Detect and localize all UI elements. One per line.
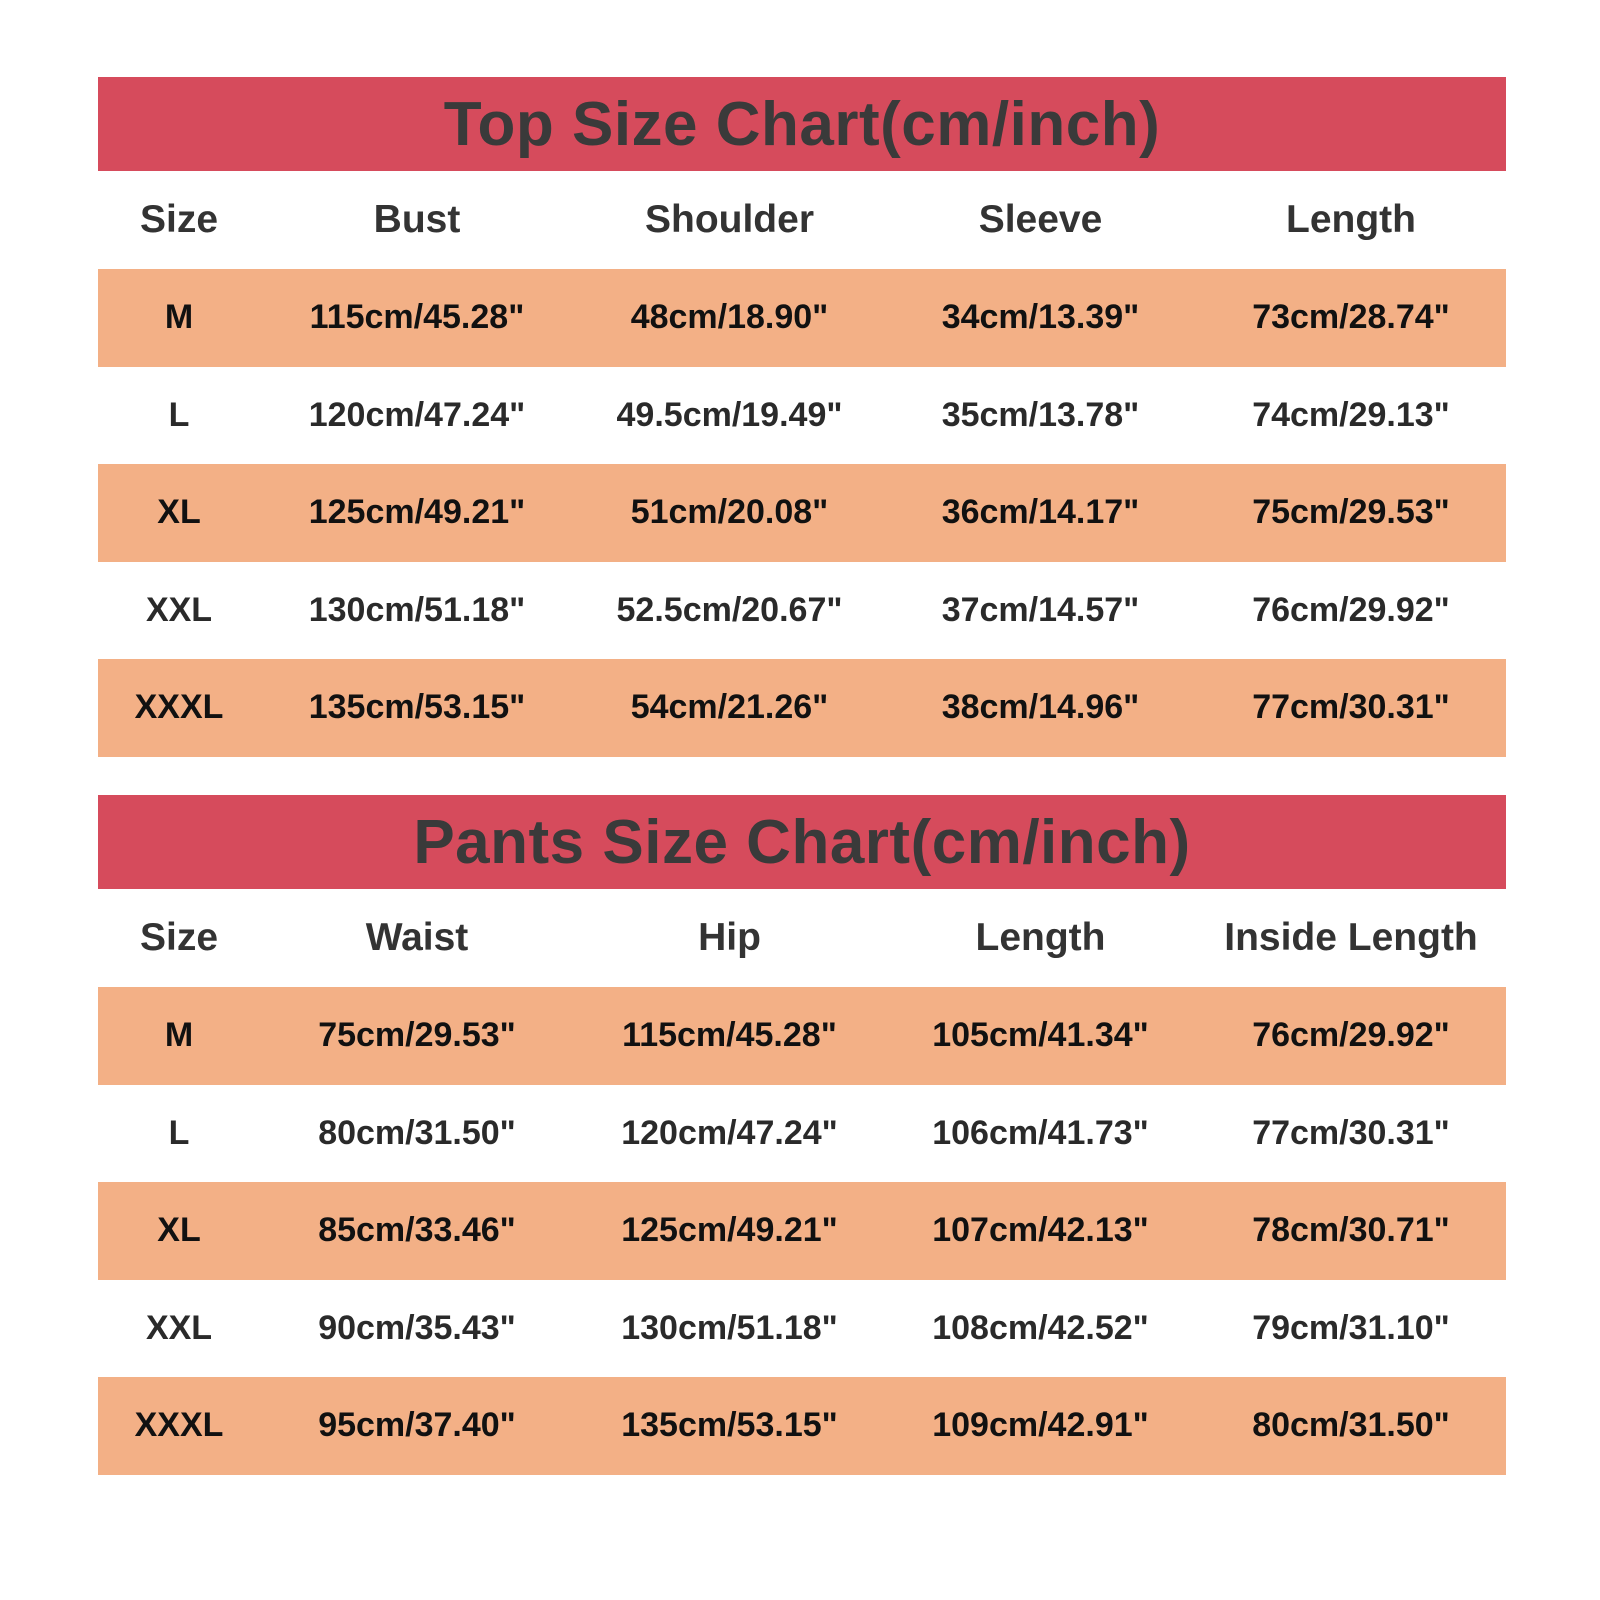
sleeve-cell: 36cm/14.17": [941, 493, 1140, 532]
hip-cell: 130cm/51.18": [621, 1308, 838, 1347]
pants-size-table: [98, 889, 1506, 1475]
table-row: [98, 1280, 1506, 1378]
table-row: [98, 562, 1506, 660]
size-cell: XXXL: [134, 1406, 224, 1445]
table-row: [98, 1182, 1506, 1280]
length-cell: 107cm/42.13": [932, 1211, 1149, 1250]
pants-size-chart: [98, 795, 1506, 1475]
column-header-length: Length: [1286, 198, 1416, 241]
top-chart-title: Top Size Chart(cm/inch): [98, 77, 1506, 171]
length-cell: 109cm/42.91": [932, 1406, 1149, 1445]
table-row: [98, 1377, 1506, 1475]
length-cell: 108cm/42.52": [932, 1308, 1149, 1347]
sleeve-cell: 35cm/13.78": [941, 395, 1140, 434]
bust-cell: 120cm/47.24": [308, 395, 526, 434]
bust-cell: 115cm/45.28": [309, 298, 525, 337]
length-cell: 76cm/29.92": [1252, 590, 1450, 629]
size-cell: M: [164, 1016, 194, 1055]
column-header-shoulder: Shoulder: [644, 198, 814, 241]
size-cell: XXL: [145, 590, 213, 629]
length-cell: 74cm/29.13": [1252, 395, 1450, 434]
size-cell: XL: [157, 1211, 201, 1250]
waist-cell: 75cm/29.53": [318, 1016, 516, 1055]
column-header-waist: Waist: [365, 916, 469, 959]
length-cell: 75cm/29.53": [1252, 493, 1450, 532]
size-cell: XL: [157, 493, 201, 532]
shoulder-cell: 48cm/18.90": [630, 298, 829, 337]
hip-cell: 135cm/53.15": [621, 1406, 838, 1445]
column-header-sleeve: Sleeve: [978, 198, 1103, 241]
sleeve-cell: 37cm/14.57": [941, 590, 1140, 629]
inside-length-cell: 80cm/31.50": [1252, 1406, 1450, 1445]
length-cell: 77cm/30.31": [1252, 688, 1450, 727]
column-header-length: Length: [975, 916, 1106, 959]
inside-length-cell: 77cm/30.31": [1252, 1113, 1450, 1152]
bust-cell: 130cm/51.18": [308, 590, 526, 629]
size-cell: L: [168, 1113, 190, 1152]
sleeve-cell: 34cm/13.39": [941, 298, 1140, 337]
table-row: [98, 367, 1506, 465]
inside-length-cell: 78cm/30.71": [1252, 1211, 1450, 1250]
table-row: [98, 1085, 1506, 1183]
inside-length-cell: 76cm/29.92": [1252, 1016, 1450, 1055]
column-header-bust: Bust: [373, 198, 461, 241]
column-header-inside-length: Inside Length: [1224, 916, 1478, 959]
size-cell: XXXL: [134, 688, 224, 727]
shoulder-cell: 52.5cm/20.67": [616, 590, 843, 629]
column-header-size: Size: [139, 916, 219, 959]
bust-cell: 125cm/49.21": [308, 493, 526, 532]
size-cell: L: [168, 395, 190, 434]
size-cell: M: [164, 298, 194, 337]
shoulder-cell: 54cm/21.26": [630, 688, 829, 727]
hip-cell: 120cm/47.24": [621, 1113, 838, 1152]
shoulder-cell: 49.5cm/19.49": [616, 395, 843, 434]
table-row: [98, 659, 1506, 757]
length-cell: 105cm/41.34": [932, 1016, 1149, 1055]
table-row: [98, 987, 1506, 1085]
hip-cell: 125cm/49.21": [621, 1211, 838, 1250]
sleeve-cell: 38cm/14.96": [941, 688, 1140, 727]
hip-cell: 115cm/45.28": [622, 1016, 837, 1055]
size-cell: XXL: [145, 1308, 213, 1347]
top-size-chart: [98, 77, 1506, 757]
waist-cell: 95cm/37.40": [318, 1406, 516, 1445]
table-header-row: [98, 889, 1506, 987]
pants-chart-title: Pants Size Chart(cm/inch): [98, 795, 1506, 889]
table-header-row: [98, 171, 1506, 269]
table-row: [98, 464, 1506, 562]
waist-cell: 90cm/35.43": [318, 1308, 516, 1347]
length-cell: 106cm/41.73": [932, 1113, 1149, 1152]
bust-cell: 135cm/53.15": [308, 688, 526, 727]
top-size-table: [98, 171, 1506, 757]
length-cell: 73cm/28.74": [1252, 298, 1450, 337]
waist-cell: 80cm/31.50": [318, 1113, 516, 1152]
inside-length-cell: 79cm/31.10": [1252, 1308, 1450, 1347]
shoulder-cell: 51cm/20.08": [630, 493, 829, 532]
table-row: [98, 269, 1506, 367]
column-header-hip: Hip: [698, 916, 761, 959]
waist-cell: 85cm/33.46": [318, 1211, 516, 1250]
column-header-size: Size: [139, 198, 219, 241]
